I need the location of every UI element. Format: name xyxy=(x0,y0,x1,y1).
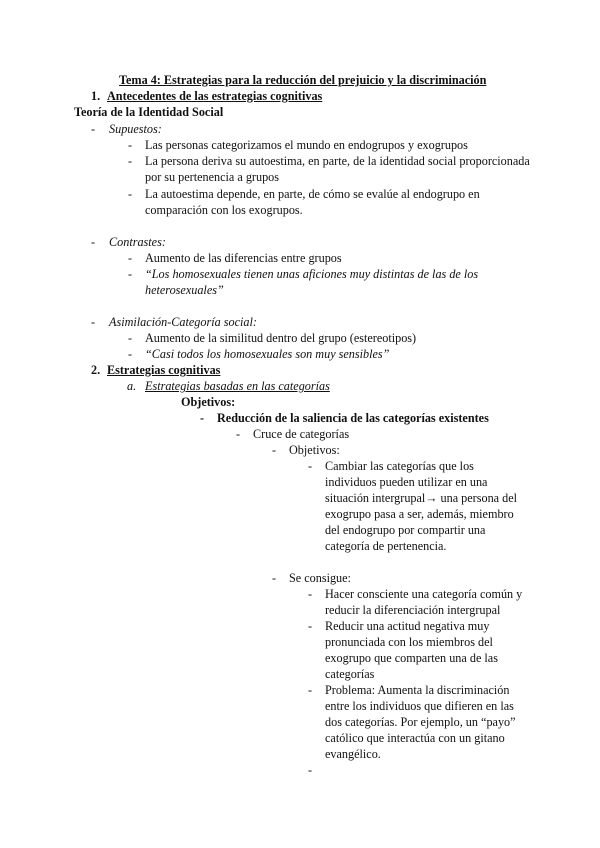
se-consigue-line: católico que interactúa con un gitano xyxy=(325,731,505,745)
list-dash: - xyxy=(91,122,96,136)
list-dash: - xyxy=(236,427,241,441)
page-title: Tema 4: Estrategias para la reducción del prejuicio y la discriminación xyxy=(119,73,487,87)
se-consigue-line: categorías xyxy=(325,667,375,681)
objetivos-line: del endogrupo por compartir una xyxy=(325,523,486,537)
se-consigue-line: Reducir una actitud negativa muy xyxy=(325,619,490,633)
list-dash: - xyxy=(272,571,277,585)
section-1-heading: Antecedentes de las estrategias cognitivas xyxy=(107,89,323,103)
se-consigue-line: reducir la diferenciación intergrupal xyxy=(325,603,501,617)
section-2-number: 2. xyxy=(91,363,101,377)
contrastes-label: Contrastes: xyxy=(109,235,166,249)
list-dash: - xyxy=(128,138,133,152)
list-item: La persona deriva su autoestima, en parte, de la identidad social proporcionada xyxy=(145,154,530,168)
list-dash: - xyxy=(128,154,133,168)
list-item: Aumento de las diferencias entre grupos xyxy=(145,251,342,265)
list-dash: - xyxy=(128,347,133,361)
objetivos-line: situación intergrupal→ una persona del xyxy=(325,491,518,505)
list-item-continuation: heterosexuales” xyxy=(145,283,224,297)
se-consigue-line: dos categorías. Por ejemplo, un “payo” xyxy=(325,715,516,729)
list-dash: - xyxy=(308,587,313,601)
asimilacion-label: Asimilación-Categoría social: xyxy=(109,315,257,329)
sub-a-letter: a. xyxy=(127,379,137,393)
list-dash: - xyxy=(128,331,133,345)
list-item-continuation: comparación con los exogrupos. xyxy=(145,203,303,217)
objetivos-line: individuos pueden utilizar en una xyxy=(325,475,488,489)
list-item-quote: “Los homosexuales tienen unas aficiones muy distintas de las de los xyxy=(145,267,479,281)
cruce-categorias: Cruce de categorías xyxy=(253,427,350,441)
list-item-continuation: por su pertenencia a grupos xyxy=(145,170,280,184)
list-dash: - xyxy=(272,443,277,457)
list-dash: - xyxy=(91,235,96,249)
objetivos-line: exogrupo pasa a ser, además, miembro xyxy=(325,507,514,521)
list-item: Aumento de la similitud dentro del grupo (estereotipos) xyxy=(145,331,417,345)
subheading-identidad-social: Teoría de la Identidad Social xyxy=(74,105,224,119)
se-consigue-line: Hacer consciente una categoría común y xyxy=(325,587,523,601)
list-dash: - xyxy=(308,619,313,633)
list-dash: - xyxy=(200,411,205,425)
objetivos-label: Objetivos: xyxy=(289,443,340,457)
se-consigue-line: pronunciada con los miembros del xyxy=(325,635,493,649)
reduccion-heading: Reducción de la saliencia de las categorías existentes xyxy=(217,411,489,425)
list-item-quote: “Casi todos los homosexuales son muy sensibles” xyxy=(145,347,390,361)
se-consigue-line: evangélico. xyxy=(325,747,381,761)
list-dash: - xyxy=(128,267,133,281)
se-consigue-line: Problema: Aumenta la discriminación xyxy=(325,683,510,697)
objetivos-line: Cambiar las categorías que los xyxy=(325,459,474,473)
list-item: Las personas categorizamos el mundo en endogrupos y exogrupos xyxy=(145,138,468,152)
supuestos-label: Supuestos: xyxy=(109,122,162,136)
list-dash: - xyxy=(308,763,313,777)
list-dash: - xyxy=(308,459,313,473)
list-dash: - xyxy=(128,251,133,265)
objetivos-line: categoría de pertenencia. xyxy=(325,539,447,553)
objetivos-heading: Objetivos: xyxy=(181,395,236,409)
list-dash: - xyxy=(128,187,133,201)
se-consigue-line: entre los individuos que difieren en las xyxy=(325,699,514,713)
section-2-heading: Estrategias cognitivas xyxy=(107,363,221,377)
section-1-number: 1. xyxy=(91,89,101,103)
se-consigue-label: Se consigue: xyxy=(289,571,351,585)
sub-a-heading: Estrategias basadas en las categorías xyxy=(145,379,330,393)
list-item: La autoestima depende, en parte, de cómo se evalúe al endogrupo en xyxy=(145,187,480,201)
list-dash: - xyxy=(308,683,313,697)
se-consigue-line: exogrupo que comparten una de las xyxy=(325,651,498,665)
list-dash: - xyxy=(91,315,96,329)
